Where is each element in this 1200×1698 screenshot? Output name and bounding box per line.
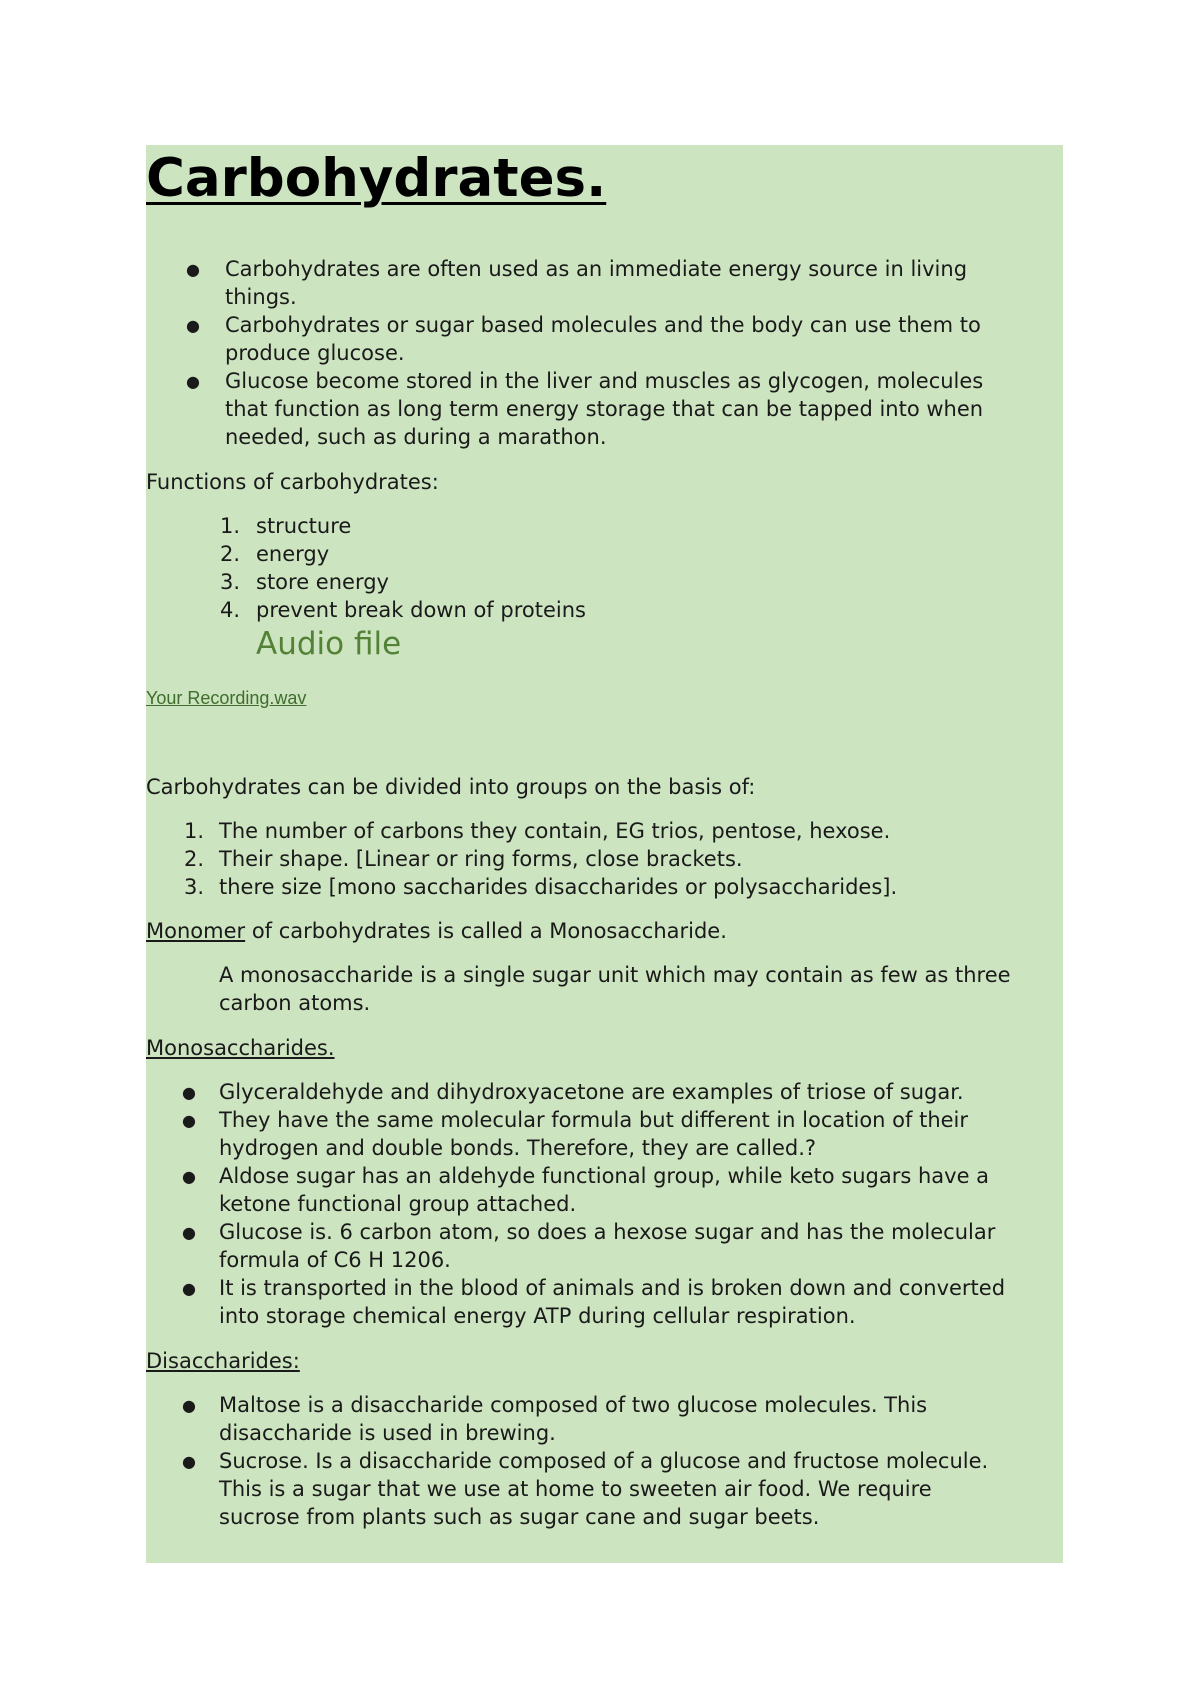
monomer-description: A monosaccharide is a single sugar unit which may contain as few as three <box>219 963 1011 987</box>
list-item: Glucose is. 6 carbon atom, so does a hexose sugar and has the molecular <box>219 1220 996 1244</box>
list-item: there size [mono saccharides disaccharides or polysaccharides]. <box>219 875 898 899</box>
audio-file-heading: Audio file <box>256 626 402 662</box>
list-item: needed, such as during a marathon. <box>225 425 607 449</box>
list-number: 2. <box>183 847 204 871</box>
list-item: produce glucose. <box>225 341 405 365</box>
list-item: The number of carbons they contain, EG trios, pentose, hexose. <box>219 819 891 843</box>
list-item: store energy <box>256 570 389 594</box>
bullet-icon: ● <box>182 1452 196 1471</box>
list-number: 3. <box>183 875 204 899</box>
list-item: Their shape. [Linear or ring forms, close brackets. <box>219 847 743 871</box>
list-number: 1. <box>183 819 204 843</box>
list-number: 4. <box>219 598 240 622</box>
monomer-term: Monomer <box>146 919 246 943</box>
list-item: into storage chemical energy ATP during cellular respiration. <box>219 1304 856 1328</box>
list-item: sucrose from plants such as sugar cane and sugar beets. <box>219 1505 820 1529</box>
list-item: structure <box>256 514 352 538</box>
bullet-icon: ● <box>186 316 200 335</box>
bullet-icon: ● <box>182 1111 196 1130</box>
bullet-icon: ● <box>182 1396 196 1415</box>
bullet-icon: ● <box>182 1167 196 1186</box>
list-item: They have the same molecular formula but different in location of their <box>219 1108 969 1132</box>
list-item: Glucose become stored in the liver and muscles as glycogen, molecules <box>225 369 984 393</box>
list-item: disaccharide is used in brewing. <box>219 1421 556 1445</box>
list-item: formula of C6 H 1206. <box>219 1248 451 1272</box>
bullet-icon: ● <box>186 372 200 391</box>
page-title: Carbohydrates. <box>146 148 607 209</box>
list-item: Aldose sugar has an aldehyde functional group, while keto sugars have a <box>219 1164 990 1188</box>
bullet-icon: ● <box>182 1083 196 1102</box>
monosaccharides-heading: Monosaccharides. <box>146 1036 335 1060</box>
list-number: 2. <box>219 542 240 566</box>
bullet-icon: ● <box>182 1223 196 1242</box>
list-item: This is a sugar that we use at home to sweeten air food. We require <box>219 1477 932 1501</box>
list-item: prevent break down of proteins <box>256 598 586 622</box>
list-item: Sucrose. Is a disaccharide composed of a glucose and fructose molecule. <box>219 1449 989 1473</box>
groups-heading: Carbohydrates can be divided into groups on the basis of: <box>146 775 756 799</box>
bullet-icon: ● <box>182 1279 196 1298</box>
disaccharides-heading: Disaccharides: <box>146 1349 300 1373</box>
bullet-icon: ● <box>186 260 200 279</box>
monomer-rest: of carbohydrates is called a Monosaccharide. <box>245 919 727 943</box>
monomer-sentence <box>146 917 727 945</box>
list-item: Carbohydrates are often used as an immediate energy source in living <box>225 257 968 281</box>
list-item: that function as long term energy storage that can be tapped into when <box>225 397 984 421</box>
list-item: Maltose is a disaccharide composed of two glucose molecules. This <box>219 1393 928 1417</box>
list-item: energy <box>256 542 330 566</box>
list-item: things. <box>225 285 297 309</box>
functions-heading: Functions of carbohydrates: <box>146 470 439 494</box>
list-number: 3. <box>219 570 240 594</box>
list-item: Carbohydrates or sugar based molecules and the body can use them to <box>225 313 981 337</box>
list-item: ketone functional group attached. <box>219 1192 577 1216</box>
audio-recording-link[interactable]: Your Recording.wav <box>146 688 307 708</box>
list-item: Glyceraldehyde and dihydroxyacetone are examples of triose of sugar. <box>219 1080 964 1104</box>
list-number: 1. <box>219 514 240 538</box>
monomer-description: carbon atoms. <box>219 991 371 1015</box>
list-item: It is transported in the blood of animals and is broken down and converted <box>219 1276 1006 1300</box>
list-item: hydrogen and double bonds. Therefore, they are called.? <box>219 1136 817 1160</box>
